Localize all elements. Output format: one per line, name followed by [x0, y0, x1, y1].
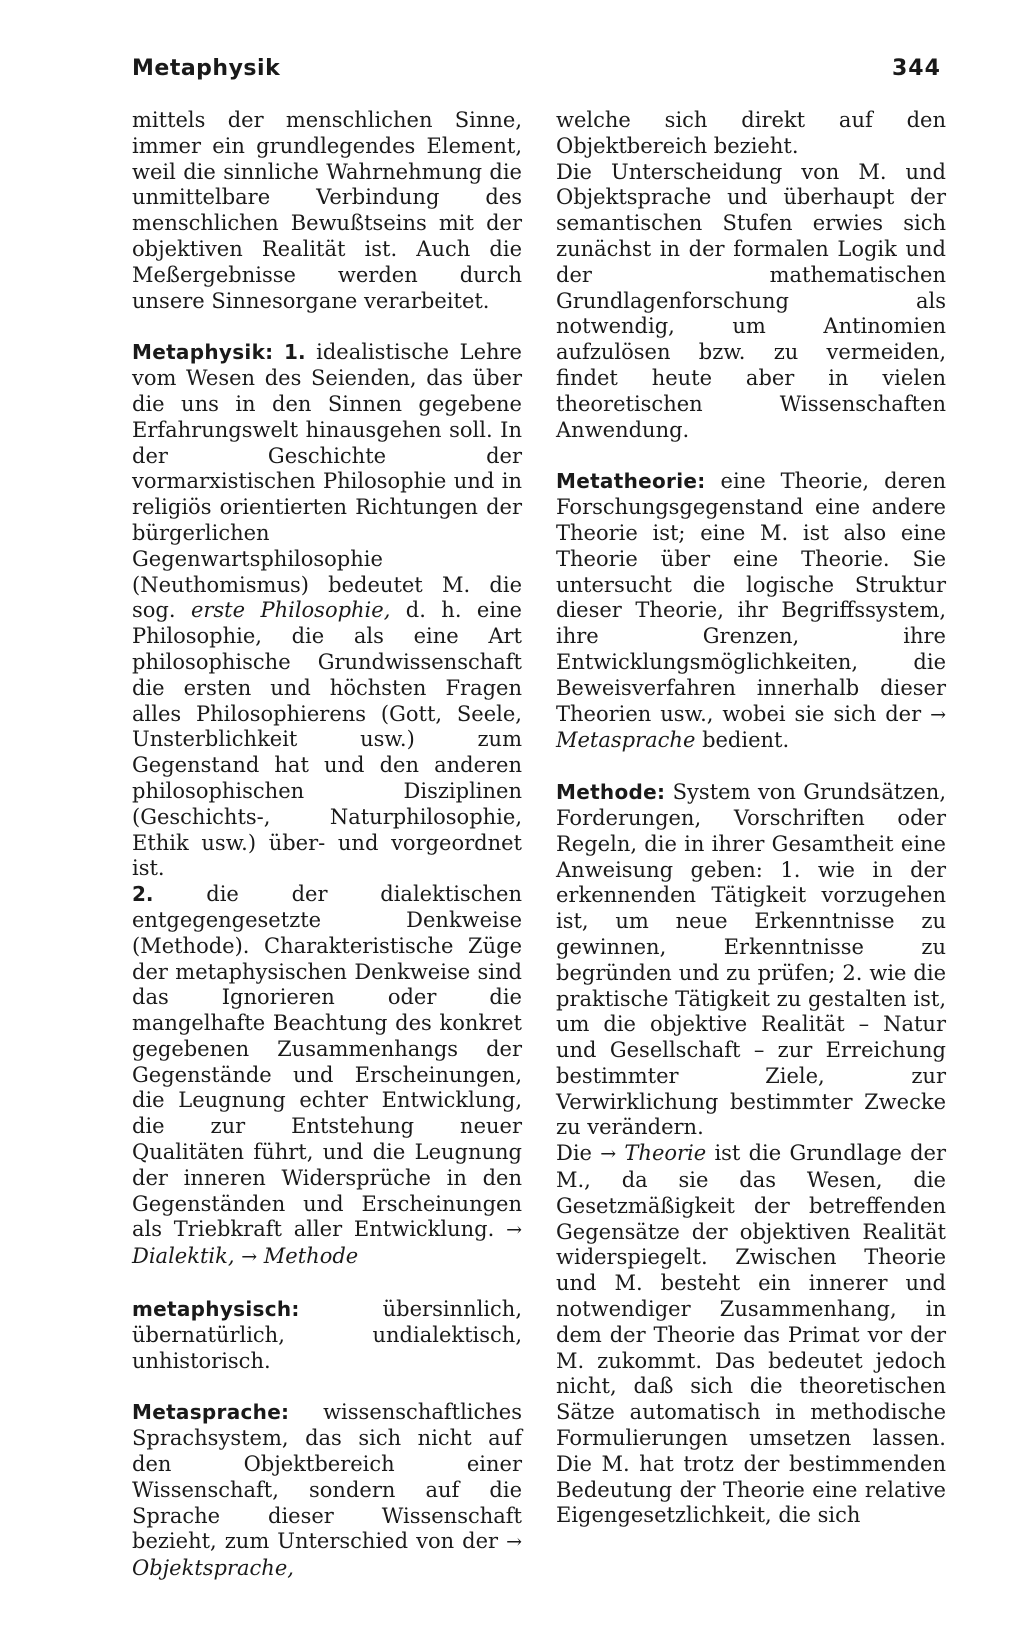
entry-metaphysik-sense-2 — [132, 882, 522, 1271]
definition-1-text-a: idealistische Lehre vom Wesen des Seienden, das über die uns in den Sinnen gegebene Erfahrungswelt hinausgehen soll. In der Geschichte der vormarxistischen Philosophie und in religiös orientierten Richtungen der bürgerlichen Gegenwartsphilosophie (Neuthomismus) bedeutet M. die sog. — [132, 340, 522, 623]
running-header-title: Metaphysik — [132, 56, 281, 81]
definition-text: wissenschaftliches Sprachsystem, das sich nicht auf den Objektbereich einer Wissenschaft, sondern auf die Sprache dieser Wissenschaft bezieht, zum Unterschied von der — [132, 1400, 522, 1554]
definition-end-text: bedient. — [695, 728, 790, 753]
headword-metasprache: Metasprache: — [132, 1400, 290, 1425]
headword-methode: Methode: — [556, 780, 666, 805]
cross-reference-arrow-icon: → — [600, 1143, 617, 1166]
definition-1-emphasis: erste Philosophie, — [190, 598, 391, 623]
cross-reference-arrow-icon: → — [241, 1246, 258, 1269]
right-column — [556, 108, 946, 1529]
definition-2-text: die der dialektischen entgegengesetzte Denkweise (Methode). Charakteristische Züge der metaphysischen Denkweise sind das Ignorieren oder die mangelhafte Beachtung des konkret gegebenen Zusammenhangs der Gegenstände und Erscheinungen, die Leugnung echter Entwicklung, die zur Entstehung neuer Qualitäten führt, und die Leugnung der inneren Widersprüche in den Gegenständen und Erscheinungen als Triebkraft aller Entwicklung. — [132, 882, 522, 1242]
cross-reference-metasprache[interactable]: Metasprache — [556, 728, 696, 753]
entry-methode — [556, 780, 946, 1141]
definition-text: übersinnlich, übernatürlich, undialektisch, unhistorisch. — [132, 1297, 522, 1373]
definition-text: eine Theorie, deren Forschungsgegenstand eine andere Theorie ist; eine M. ist also eine Theorie über eine Theorie. Sie untersucht die logische Struktur dieser Theorie, ihr Begriffssystem, ihre Grenzen, ihre Entwicklungsmöglichkeiten, die Beweisverfahren innerhalb dieser Theorien usw., wobei sie sich der — [556, 469, 946, 726]
cross-reference-dialektik[interactable]: Dialektik, — [132, 1244, 235, 1269]
entry-metaphysisch — [132, 1297, 522, 1374]
sense-number-2: 2. — [132, 882, 154, 907]
continued-paragraph: mittels der menschlichen Sinne, immer ein grundlegendes Element, weil die sinnliche Wahrnehmung die unmittelbare Verbindung des menschlichen Bewußtseins mit der objektiven Realität ist. Auch die Meßergebnisse werden durch unsere Sinnesorgane verarbeitet. — [132, 108, 522, 313]
continued-paragraph: welche sich direkt auf den Objektbereich bezieht. — [556, 108, 946, 158]
paragraph-text-a: Die — [556, 1141, 601, 1166]
definition-text: System von Grundsätzen, Forderungen, Vorschriften oder Regeln, die in ihrer Gesamtheit eine Anweisung geben: 1. wie in der erkennenden Tätigkeit vorzugehen ist, um neue Erkenntnisse zu gewinnen, Erkenntnisse zu begründen und zu prüfen; 2. wie die praktische Tätigkeit zu gestalten ist, um die objektive Realität – Natur und Gesellschaft – zur Erreichung bestimmter Ziele, zur Verwirklichung bestimmter Zwecke zu verändern. — [556, 780, 946, 1140]
cross-reference-arrow-icon: → — [506, 1219, 522, 1242]
cross-reference-methode[interactable]: Methode — [263, 1244, 359, 1269]
cross-reference-arrow-icon: → — [930, 703, 946, 726]
entry-metasprache — [132, 1400, 522, 1582]
sense-number-1: 1. — [284, 340, 306, 365]
cross-reference-arrow-icon: → — [506, 1531, 522, 1554]
entry-metaphysik — [132, 340, 522, 882]
cross-reference-theorie[interactable]: Theorie — [624, 1141, 707, 1166]
entry-metatheorie — [556, 469, 946, 754]
headword-metatheorie: Metatheorie: — [556, 469, 706, 494]
entry-methode-paragraph-2 — [556, 1141, 946, 1529]
headword-metaphysik: Metaphysik: — [132, 340, 274, 365]
cross-reference-objektsprache[interactable]: Objektsprache, — [132, 1556, 294, 1581]
headword-metaphysisch: metaphysisch: — [132, 1297, 300, 1322]
definition-1-text-b: d. h. eine Philosophie, die als eine Art philosophische Grundwissenschaft die ersten und höchsten Fragen alles Philosophierens (Gott, Seele, Unsterblichkeit usw.) zum Gegenstand hat und den anderen philosophischen Disziplinen (Geschichts-, Naturphilosophie, Ethik usw.) über- und vorgeordnet ist. — [132, 598, 522, 881]
page-number: 344 — [892, 56, 941, 81]
continued-paragraph-2: Die Unterscheidung von M. und Objektsprache und überhaupt der semantischen Stufen erwies sich zunächst in der formalen Logik und der mathematischen Grundlagenforschung als notwendig, um Antinomien aufzulösen bzw. zu vermeiden, findet heute aber in vielen theoretischen Wissenschaften Anwendung. — [556, 159, 946, 442]
paragraph-text-b: ist die Grundlage der M., da sie das Wesen, die Gesetzmäßigkeit der betreffenden Gegensätze der objektiven Realität widerspiegelt. Zwischen Theorie und M. besteht ein innerer und notwendiger Zusammenhang, in dem der Theorie das Primat vor der M. zukommt. Das bedeutet jedoch nicht, daß sich die theoretischen Sätze automatisch in methodische Formulierungen umsetzen lassen. Die M. hat trotz der bestimmenden Bedeutung der Theorie eine relative Eigengesetzlichkeit, die sich — [556, 1141, 947, 1528]
left-column — [132, 108, 522, 1582]
